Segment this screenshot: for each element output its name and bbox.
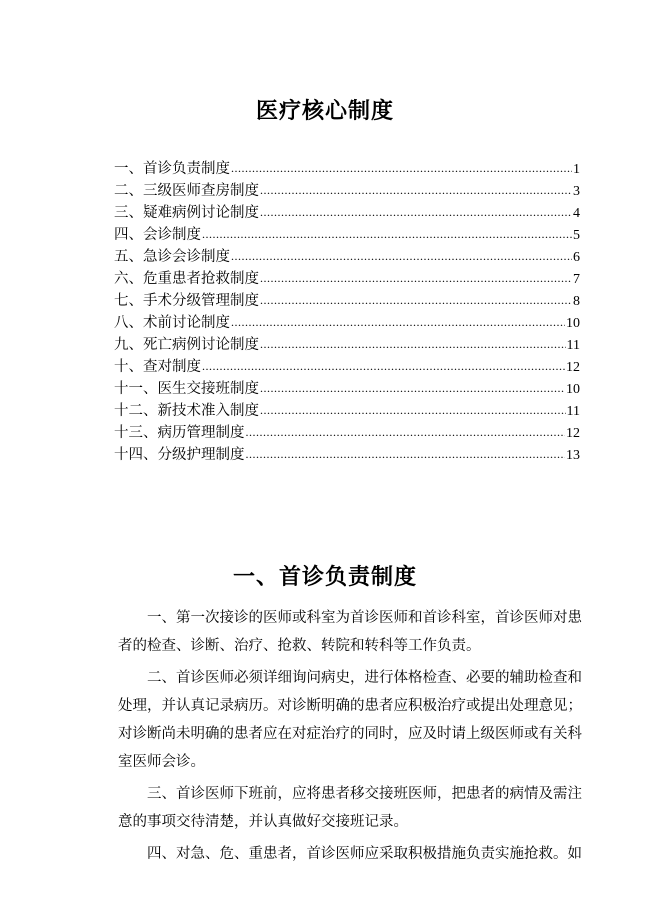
toc-entry-page: 6	[573, 250, 580, 265]
toc-entry-label: 四、会诊制度	[114, 227, 201, 243]
section-title: 一、首诊负责制度	[232, 565, 417, 590]
body-paragraph: 二、首诊医师必须详细询问病史，进行体格检查、必要的辅助检查和处理，并认真记录病历。对诊断明确的患者应积极治疗或提出处理意见；对诊断尚未明确的患者应在对症治疗的同时，应及时请上级医师或有关科室医师会诊。	[118, 670, 582, 770]
toc-entry[interactable]	[114, 158, 580, 180]
toc-entry[interactable]	[114, 246, 580, 268]
toc-entry-label: 九、死亡病例讨论制度	[114, 337, 259, 353]
toc-entry[interactable]	[114, 290, 580, 312]
toc-entry[interactable]	[114, 202, 580, 224]
body-paragraph: 一、第一次接诊的医师或科室为首诊医师和首诊科室，首诊医师对患者的检查、诊断、治疗、抢救、转院和转科等工作负责。	[118, 610, 582, 654]
toc-entry[interactable]	[114, 444, 580, 466]
body-paragraph: 三、首诊医师下班前，应将患者移交接班医师，把患者的病情及需注意的事项交待清楚，并认真做好交接班记录。	[118, 786, 582, 830]
table-of-contents	[114, 158, 580, 466]
toc-entry-page: 11	[566, 404, 580, 419]
toc-dot-leader	[260, 333, 566, 355]
toc-entry-label: 十、查对制度	[114, 359, 201, 375]
toc-entry[interactable]	[114, 268, 580, 290]
toc-dot-leader	[202, 355, 565, 377]
toc-dot-leader	[202, 223, 572, 245]
toc-entry-page: 1	[573, 162, 580, 177]
toc-dot-leader	[246, 421, 566, 443]
toc-entry[interactable]	[114, 224, 580, 246]
toc-dot-leader	[260, 399, 566, 421]
toc-entry-page: 10	[566, 382, 580, 397]
toc-entry-label: 六、危重患者抢救制度	[114, 271, 259, 287]
toc-entry-label: 五、急诊会诊制度	[114, 249, 230, 265]
toc-entry-page: 12	[566, 360, 580, 375]
toc-entry[interactable]	[114, 422, 580, 444]
toc-entry-page: 10	[566, 316, 580, 331]
toc-entry[interactable]	[114, 356, 580, 378]
toc-entry[interactable]	[114, 378, 580, 400]
toc-entry-page: 11	[566, 338, 580, 353]
toc-dot-leader	[246, 443, 566, 465]
toc-entry-label: 十二、新技术准入制度	[114, 403, 259, 419]
toc-entry-label: 三、疑难病例讨论制度	[114, 205, 259, 221]
toc-entry-label: 二、三级医师查房制度	[114, 183, 259, 199]
toc-entry-page: 7	[573, 272, 580, 287]
toc-entry-page: 3	[573, 184, 580, 199]
toc-entry-label: 一、首诊负责制度	[114, 161, 230, 177]
toc-entry[interactable]	[114, 180, 580, 202]
toc-dot-leader	[231, 157, 572, 179]
toc-dot-leader	[231, 311, 565, 333]
section-body	[118, 604, 582, 868]
toc-entry-label: 十四、分级护理制度	[114, 447, 245, 463]
toc-entry[interactable]	[114, 312, 580, 334]
toc-entry-page: 13	[566, 448, 580, 463]
toc-dot-leader	[260, 289, 572, 311]
toc-dot-leader	[260, 179, 572, 201]
toc-entry-label: 七、手术分级管理制度	[114, 293, 259, 309]
toc-entry-page: 4	[573, 206, 580, 221]
toc-entry[interactable]	[114, 400, 580, 422]
toc-entry-page: 8	[573, 294, 580, 309]
toc-dot-leader	[260, 201, 572, 223]
toc-dot-leader	[231, 245, 572, 267]
toc-entry-label: 十三、病历管理制度	[114, 425, 245, 441]
document-title: 医疗核心制度	[255, 99, 394, 124]
toc-dot-leader	[260, 377, 565, 399]
toc-entry-label: 十一、医生交接班制度	[114, 381, 259, 397]
toc-dot-leader	[260, 267, 572, 289]
toc-entry[interactable]	[114, 334, 580, 356]
toc-entry-page: 12	[566, 426, 580, 441]
toc-entry-label: 八、术前讨论制度	[114, 315, 230, 331]
toc-entry-page: 5	[573, 228, 580, 243]
body-paragraph: 四、对急、危、重患者，首诊医师应采取积极措施负责实施抢救。如	[147, 846, 582, 862]
